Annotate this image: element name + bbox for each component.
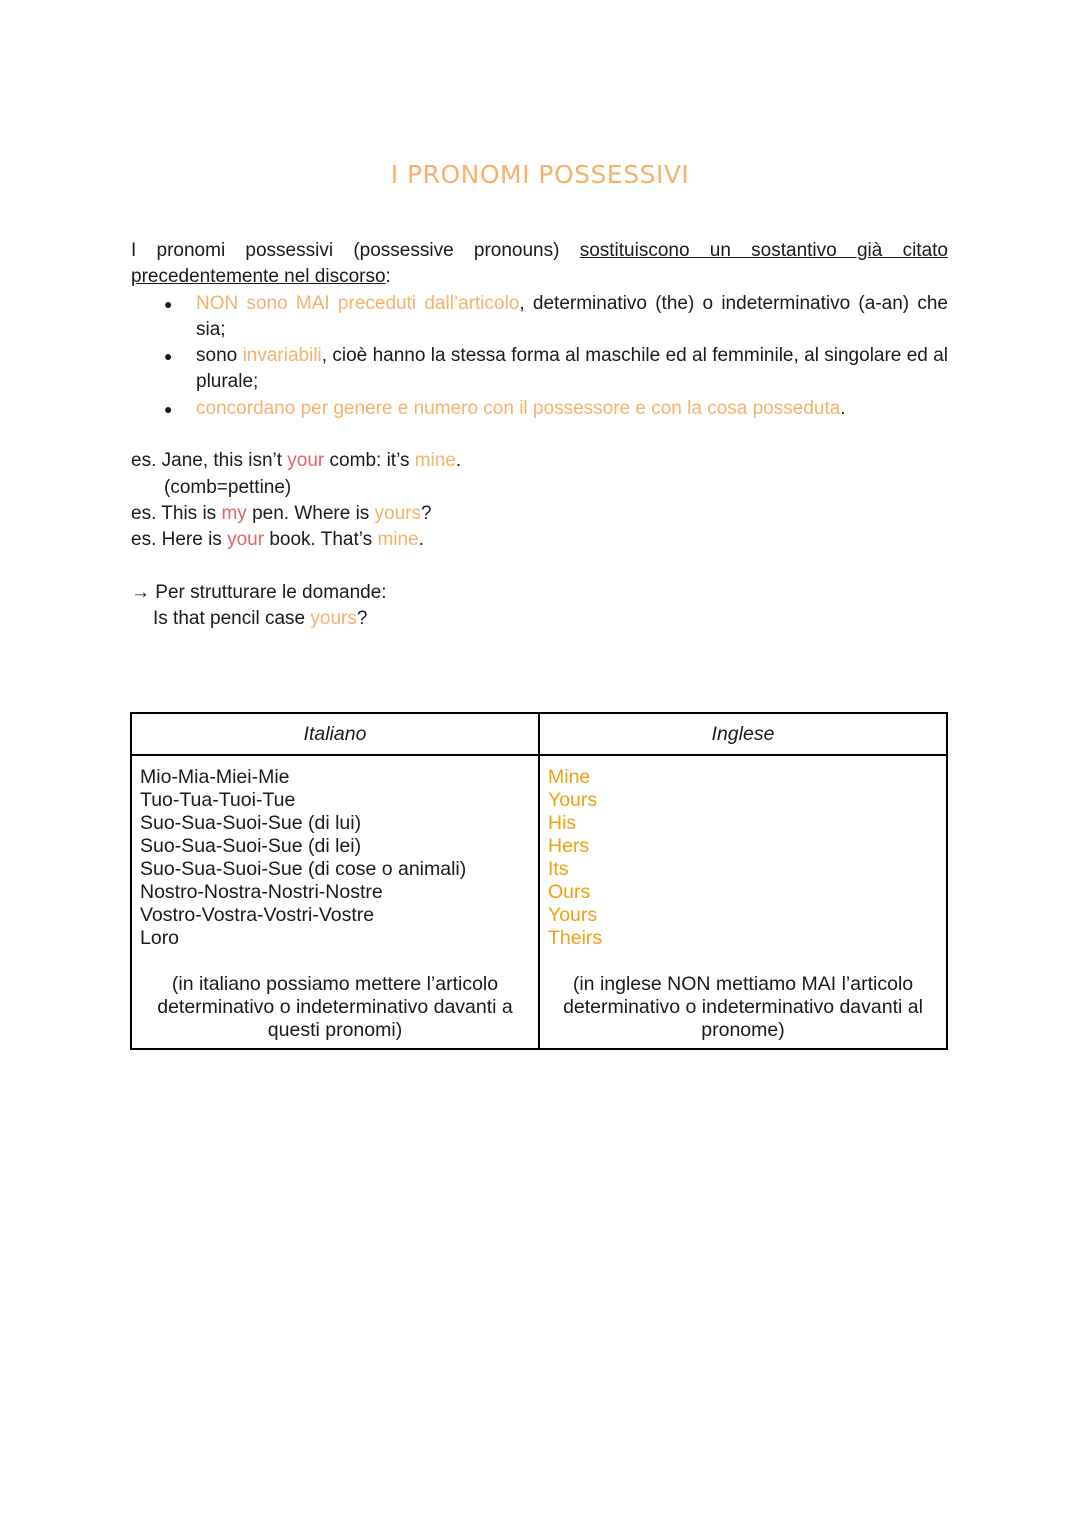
italian-pronoun: Tuo-Tua-Tuoi-Tue <box>140 789 296 811</box>
english-pronoun: Hers <box>548 835 590 857</box>
italian-note: (in italiano possiamo mettere l’articolo determinativo o indeterminativo davanti a questi pronomi) <box>157 973 513 1041</box>
example-text: . <box>455 450 462 472</box>
english-pronoun: Yours <box>548 789 598 811</box>
example-text: es. Here is <box>131 529 228 551</box>
possessive-pronoun: mine <box>414 450 456 472</box>
intro-definition: sostituiscono un sostantivo già citato precedentemente nel discorso <box>131 240 948 288</box>
intro-text: I pronomi possessivi (possessive pronouns) <box>131 240 580 261</box>
english-pronoun: His <box>548 812 577 834</box>
english-pronoun: Theirs <box>548 927 603 949</box>
example-text: es. Jane, this isn’t <box>131 450 288 472</box>
italian-pronoun: Vostro-Vostra-Vostri-Vostre <box>140 904 375 926</box>
italian-pronoun: Suo-Sua-Suoi-Sue (di cose o animali) <box>140 858 467 880</box>
column-header-italian: Italiano <box>131 713 539 755</box>
rule-text: , cioè hanno la stessa forma al maschile ed al femminile, al singolare ed al plurale; <box>196 345 948 393</box>
italian-pronoun: Loro <box>140 927 180 949</box>
rule-text: , determinativo (the) o indeterminativo (a-an) che sia; <box>196 292 948 340</box>
example-text: es. This is <box>131 502 222 524</box>
questions-heading: → Per strutturare le domande: <box>131 581 387 603</box>
italian-pronoun: Nostro-Nostra-Nostri-Nostre <box>140 881 383 903</box>
example-text: . <box>418 529 424 551</box>
rule-text: . <box>840 397 846 419</box>
english-pronoun: Yours <box>548 904 598 926</box>
intro-paragraph <box>131 238 948 291</box>
english-pronoun: Its <box>548 858 569 880</box>
possessive-pronoun: yours <box>310 608 357 630</box>
pronouns-table <box>130 712 948 1050</box>
italian-pronoun: Suo-Sua-Suoi-Sue (di lui) <box>140 812 362 834</box>
main-content <box>131 238 948 632</box>
possessive-adjective: your <box>227 529 265 551</box>
english-pronoun-list <box>548 766 938 950</box>
rule-item <box>196 396 948 422</box>
rule-item <box>196 343 948 396</box>
rules-list <box>131 291 948 422</box>
rule-item <box>196 291 948 344</box>
rule-highlight: concordano per genere e numero con il possessore e con la cosa posseduta <box>196 397 841 419</box>
example-3 <box>131 527 948 553</box>
column-header-english: Inglese <box>539 713 947 755</box>
english-note: (in inglese NON mettiamo MAI l’articolo determinativo o indeterminativo davanti al pronome) <box>563 973 923 1041</box>
italian-pronoun: Suo-Sua-Suoi-Sue (di lei) <box>140 835 362 857</box>
example-text: pen. Where is <box>246 502 375 524</box>
italian-pronoun: Mio-Mia-Miei-Mie <box>140 766 290 788</box>
italian-cell <box>131 755 539 1049</box>
example-text: ? <box>421 502 432 524</box>
example-1-note: (comb=pettine) <box>164 476 292 498</box>
intro-colon: : <box>385 266 391 288</box>
possessive-pronoun: yours <box>374 502 422 524</box>
example-text: ? <box>356 608 368 630</box>
example-text: Is that pencil case <box>153 608 311 630</box>
rule-pre: sono <box>196 345 243 367</box>
question-example <box>131 606 948 632</box>
possessive-adjective: your <box>287 450 325 472</box>
possessive-adjective: my <box>221 502 247 524</box>
example-2 <box>131 501 948 527</box>
italian-pronoun-list <box>140 766 530 950</box>
english-pronoun: Ours <box>548 881 591 903</box>
rule-highlight: NON sono MAI preceduti dall’articolo <box>196 292 520 314</box>
possessive-pronoun: mine <box>377 529 419 551</box>
english-pronoun: Mine <box>548 766 591 788</box>
rule-highlight: invariabili <box>242 345 322 367</box>
page-title: I PRONOMI POSSESSIVI <box>390 160 690 189</box>
example-text: book. That’s <box>264 529 378 551</box>
example-text: comb: it’s <box>324 450 415 472</box>
english-cell <box>539 755 947 1049</box>
example-1 <box>131 448 948 474</box>
